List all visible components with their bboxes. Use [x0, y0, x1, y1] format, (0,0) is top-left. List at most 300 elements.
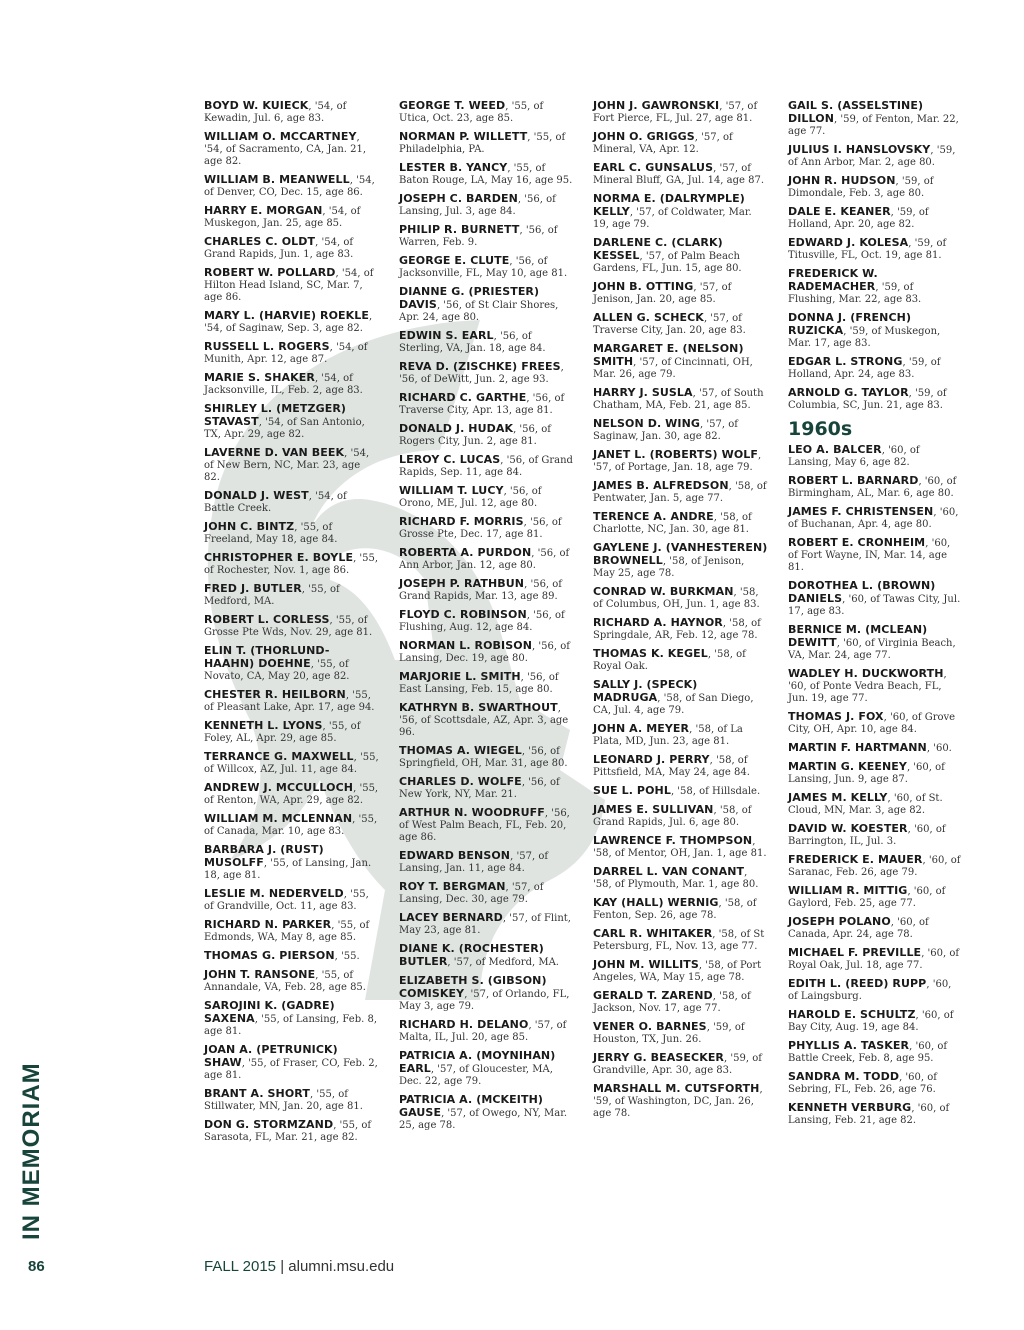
obituary-name: FREDERICK W. RADEMACHER: [788, 267, 878, 293]
obituary-name: JANET L. (ROBERTS) WOLF: [593, 448, 758, 461]
obituary-details: , '60, of Tawas City, Jul. 17, age 83.: [788, 594, 961, 617]
obituary-name: ALLEN G. SCHECK: [593, 311, 704, 324]
obituary-entry: [399, 807, 574, 844]
obituary-name: LESLIE M. NEDERVELD: [204, 887, 344, 900]
obituary-details: , '60, of Ponte Vedra Beach, FL, Jun. 19, age 77.: [788, 669, 947, 704]
obituary-name: VENER O. BARNES: [593, 1020, 707, 1033]
obituary-entry: [788, 387, 963, 412]
obituary-details: , '57, of Lansing, Jan. 11, age 84.: [399, 851, 549, 874]
obituary-name: KAY (HALL) WERNIG: [593, 896, 719, 909]
obituary-details: , '57, of South Chatham, MA, Feb. 21, age 85.: [593, 388, 764, 411]
obituary-details: , '57, of Palm Beach Gardens, FL, Jun. 15, age 80.: [593, 251, 742, 274]
obituary-details: , '54, of Jacksonville, IL, Feb. 2, age 83.: [204, 373, 363, 396]
obituary-details: , '58, of Springdale, AR, Feb. 12, age 78.: [593, 618, 761, 641]
obituary-entry: [399, 547, 574, 572]
obituary-entry: [204, 174, 379, 199]
obituary-name: SALLY J. (SPECK) MADRUGA: [593, 678, 698, 704]
obituary-name: GEORGE E. CLUTE: [399, 254, 510, 267]
obituary-name: JOSEPH POLANO: [788, 915, 891, 928]
obituary-details: , '58, of Jenison, May 25, age 78.: [593, 556, 745, 579]
obituary-name: JOSEPH C. BARDEN: [399, 192, 518, 205]
obituary-entry: [204, 205, 379, 230]
obituary-entry: [593, 343, 768, 381]
obituary-entry: [204, 844, 379, 882]
obituary-entry: [399, 702, 574, 739]
obituary-name: RUSSELL L. ROGERS: [204, 340, 330, 353]
obituary-entry: [788, 978, 963, 1003]
obituary-details: , '54, of Muskegon, Jan. 25, age 85.: [204, 206, 361, 229]
obituary-details: , '60, of Lansing, May 6, age 82.: [788, 445, 920, 468]
obituary-entry: [788, 947, 963, 972]
obituary-entry: [788, 237, 963, 262]
obituary-entry: [788, 206, 963, 231]
obituary-details: , '55, of Novato, CA, May 20, age 82.: [204, 659, 350, 682]
obituary-details: , '58, of Royal Oak.: [593, 649, 746, 672]
footer-separator: |: [280, 1258, 285, 1275]
obituary-name: PHYLLIS A. TASKER: [788, 1039, 910, 1052]
obituary-details: , '56, of Grosse Pte, Dec. 17, age 81.: [399, 517, 562, 540]
obituary-details: , '55, of Renton, WA, Apr. 29, age 82.: [204, 783, 379, 806]
obituary-details: , '57, of Medford, MA.: [447, 957, 559, 968]
obituary-name: RICHARD C. GARTHE: [399, 391, 527, 404]
obituary-entry: [399, 640, 574, 665]
obituary-name: JERRY G. BEASECKER: [593, 1051, 725, 1064]
obituary-name: NORMAN P. WILLETT: [399, 130, 528, 143]
obituary-name: MARTIN F. HARTMANN: [788, 741, 927, 754]
obituary-details: , '56, of Flushing, Aug. 12, age 84.: [399, 610, 565, 633]
obituary-details: , '59, of Fenton, Mar. 22, age 77.: [788, 114, 959, 137]
obituary-name: PATRICIA A. (MCKEITH) GAUSE: [399, 1093, 544, 1119]
obituary-column-4: [788, 100, 963, 1133]
obituary-entry: [593, 897, 768, 922]
obituary-details: , '59, of Muskegon, Mar. 17, age 83.: [788, 326, 941, 349]
obituary-details: , '59, of Holland, Apr. 24, age 83.: [788, 357, 941, 380]
obituary-entry: [593, 281, 768, 306]
obituary-details: , '58, of Port Angeles, WA, May 15, age 78.: [593, 960, 762, 983]
obituary-name: JAMES B. ALFREDSON: [593, 479, 729, 492]
obituary-entry: [788, 1009, 963, 1034]
obituary-details: , '58, of Grand Rapids, Jul. 6, age 80.: [593, 805, 752, 828]
obituary-entry: [204, 131, 379, 168]
obituary-name: WILLIAM B. MEANWELL: [204, 173, 350, 186]
obituary-entry: [788, 312, 963, 350]
obituary-entry: [788, 761, 963, 786]
obituary-details: , '56, of Warren, Feb. 9.: [399, 225, 558, 248]
obituary-entry: [399, 516, 574, 541]
obituary-entry: [593, 679, 768, 717]
obituary-details: , '60, of Canada, Apr. 24, age 78.: [788, 917, 929, 940]
obituary-details: , '55, of Grosse Pte Wds, Nov. 29, age 81.: [204, 615, 373, 638]
obituary-details: , '57, of Portage, Jan. 18, age 79.: [593, 450, 762, 473]
obituary-entry: [399, 850, 574, 875]
obituary-name: DONALD J. WEST: [204, 489, 309, 502]
obituary-details: , '58, of Pittsfield, MA, May 24, age 84.: [593, 755, 750, 778]
obituary-name: NORMAN L. ROBISON: [399, 639, 533, 652]
obituary-details: , '60, of Buchanan, Apr. 4, age 80.: [788, 507, 959, 530]
obituary-name: DAVID W. KOESTER: [788, 822, 908, 835]
obituary-entry: [399, 224, 574, 249]
obituary-details: , '58, of Columbus, OH, Jun. 1, age 83.: [593, 587, 760, 610]
obituary-name: MARGARET E. (NELSON) SMITH: [593, 342, 744, 368]
obituary-name: GAIL S. (ASSELSTINE) DILLON: [788, 99, 924, 125]
obituary-name: JULIUS I. HANSLOVSKY: [788, 143, 931, 156]
obituary-name: LESTER B. YANCY: [399, 161, 508, 174]
obituary-details: , '58, of San Diego, CA, Jul. 4, age 79.: [593, 693, 754, 716]
obituary-details: , '58, of Jackson, Nov. 17, age 77.: [593, 991, 751, 1014]
obituary-entry: [788, 1040, 963, 1065]
obituary-details: , '56, of East Lansing, Feb. 15, age 80.: [399, 672, 559, 695]
obituary-details: , '55, of Fraser, CO, Feb. 2, age 81.: [204, 1058, 378, 1081]
obituary-entry: [204, 950, 379, 963]
obituary-name: EDWIN S. EARL: [399, 329, 494, 342]
obituary-name: DIANNE G. (PRIESTER) DAVIS: [399, 285, 540, 311]
obituary-entry: [399, 671, 574, 696]
obituary-entry: [399, 131, 574, 156]
obituary-name: CHARLES C. OLDT: [204, 235, 316, 248]
obituary-details: , '56, of West Palm Beach, FL, Feb. 20, age 86.: [399, 808, 570, 843]
obituary-entry: [399, 1050, 574, 1088]
obituary-details: , '55, of Utica, Oct. 23, age 85.: [399, 101, 544, 124]
obituary-entry: [204, 267, 379, 304]
obituary-name: WILLIAM M. MCLENNAN: [204, 812, 353, 825]
obituary-details: , '60, of Fort Wayne, IN, Mar. 14, age 81.: [788, 538, 951, 573]
obituary-entry: [593, 959, 768, 984]
obituary-entry: [204, 310, 379, 335]
obituary-name: FRED J. BUTLER: [204, 582, 302, 595]
obituary-details: , '57, of Lansing, Dec. 30, age 79.: [399, 882, 544, 905]
obituary-details: , '57, of Coldwater, Mar. 19, age 79.: [593, 207, 752, 230]
obituary-entry: [593, 928, 768, 953]
obituary-details: , '59, of Grandville, Apr. 30, age 83.: [593, 1053, 762, 1076]
obituary-details: , '60, of Bay City, Aug. 19, age 84.: [788, 1010, 954, 1033]
obituary-details: , '54, of New Bern, NC, Mar. 23, age 82.: [204, 448, 370, 483]
obituary-details: , '60, of Grove City, OH, Apr. 10, age 84.: [788, 712, 956, 735]
obituary-details: , '55, of Freeland, May 18, age 84.: [204, 522, 338, 545]
obituary-name: ANDREW J. MCCULLOCH: [204, 781, 354, 794]
obituary-details: , '57, of Gloucester, MA, Dec. 22, age 79.: [399, 1064, 553, 1087]
obituary-details: , '57, of Saginaw, Jan. 30, age 82.: [593, 419, 738, 442]
obituary-entry: [204, 521, 379, 546]
obituary-name: BERNICE M. (MCLEAN) DEWITT: [788, 623, 928, 649]
obituary-entry: [399, 943, 574, 969]
obituary-name: BRANT A. SHORT: [204, 1087, 310, 1100]
obituary-details: , '55, of Baton Rouge, LA, May 16, age 95.: [399, 163, 573, 186]
obituary-name: MARSHALL M. CUTSFORTH: [593, 1082, 760, 1095]
obituary-entry: [204, 552, 379, 577]
obituary-entry: [593, 1021, 768, 1046]
obituary-details: , '58, of Plymouth, Mar. 1, age 80.: [593, 867, 759, 890]
obituary-details: , '55, of Lansing, Feb. 8, age 81.: [204, 1014, 378, 1037]
decade-heading: 1960s: [788, 418, 853, 440]
obituary-name: GEORGE T. WEED: [399, 99, 506, 112]
obituary-name: SAROJINI K. (GADRE) SAXENA: [204, 999, 335, 1025]
obituary-details: , '57, of Jenison, Jan. 20, age 85.: [593, 282, 732, 305]
obituary-details: , '54, of Grand Rapids, Jun. 1, age 83.: [204, 237, 354, 260]
obituary-entry: [788, 711, 963, 736]
obituary-details: , '54, of San Antonio, TX, Apr. 29, age 82.: [204, 417, 365, 440]
obituary-name: DIANE K. (ROCHESTER) BUTLER: [399, 942, 544, 968]
obituary-name: ROY T. BERGMAN: [399, 880, 506, 893]
obituary-details: , '56, of Lansing, Dec. 19, age 80.: [399, 641, 570, 664]
obituary-details: , '54, of Munith, Apr. 12, age 87.: [204, 342, 368, 365]
obituary-entry: [593, 1052, 768, 1077]
obituary-name: ROBERT W. POLLARD: [204, 266, 336, 279]
obituary-name: LEONARD J. PERRY: [593, 753, 710, 766]
obituary-entry: [204, 403, 379, 441]
footer-site[interactable]: alumni.msu.edu: [288, 1258, 395, 1275]
obituary-entry: [788, 885, 963, 910]
obituary-name: WILLIAM T. LUCY: [399, 484, 504, 497]
obituary-name: SANDRA M. TODD: [788, 1070, 900, 1083]
obituary-entry: [788, 580, 963, 618]
obituary-name: LACEY BERNARD: [399, 911, 503, 924]
obituary-details: , '58, of St Petersburg, FL, Nov. 13, age 77.: [593, 929, 765, 952]
obituary-details: , '55, of Philadelphia, PA.: [399, 132, 566, 155]
obituary-entry: [593, 312, 768, 337]
obituary-entry: [593, 131, 768, 156]
obituary-details: , '60, of Barrington, IL, Jul. 3.: [788, 824, 946, 847]
obituary-entry: [788, 668, 963, 705]
obituary-name: NELSON D. WING: [593, 417, 701, 430]
obituary-name: TERRANCE G. MAXWELL: [204, 750, 354, 763]
obituary-entry: [399, 578, 574, 603]
obituary-entry: [788, 268, 963, 306]
obituary-entry: [399, 745, 574, 770]
obituary-entry: [593, 542, 768, 580]
obituary-name: GERALD T. ZAREND: [593, 989, 713, 1002]
obituary-entry: [204, 782, 379, 807]
obituary-name: LAVERNE D. VAN BEEK: [204, 446, 345, 459]
obituary-details: , '54, of Sacramento, CA, Jan. 21, age 82.: [204, 132, 367, 167]
obituary-details: , '59, of Titusville, FL, Oct. 19, age 81.: [788, 238, 947, 261]
obituary-entry: [204, 1044, 379, 1082]
obituary-name: MARY L. (HARVIE) ROEKLE: [204, 309, 370, 322]
obituary-name: JOHN A. MEYER: [593, 722, 690, 735]
obituary-details: , '58, of Charlotte, NC, Jan. 30, age 81.: [593, 512, 752, 535]
obituary-name: JOHN B. OTTING: [593, 280, 694, 293]
obituary-name: BARBARA J. (RUST) MUSOLFF: [204, 843, 324, 869]
obituary-column-2: [399, 100, 574, 1138]
obituary-details: , '56, of New York, NY, Mar. 21.: [399, 777, 560, 800]
obituary-name: WADLEY H. DUCKWORTH: [788, 667, 944, 680]
obituary-entry: [204, 645, 379, 683]
obituary-entry: [399, 361, 574, 386]
obituary-details: , '59, of Columbia, SC, Jun. 21, age 83.: [788, 388, 947, 411]
obituary-details: , '57, of Owego, NY, Mar. 25, age 78.: [399, 1108, 568, 1131]
obituary-entry: [204, 614, 379, 639]
obituary-entry: [399, 162, 574, 187]
obituary-details: , '55, of Rochester, Nov. 1, age 86.: [204, 553, 379, 576]
obituary-name: CHESTER R. HEILBORN: [204, 688, 346, 701]
obituary-entry: [399, 1019, 574, 1044]
obituary-name: DARREL L. VAN CONANT: [593, 865, 745, 878]
obituary-name: MARIE S. SHAKER: [204, 371, 315, 384]
obituary-entry: [788, 100, 963, 138]
obituary-name: DARLENE C. (CLARK) KESSEL: [593, 236, 723, 262]
obituary-details: , '54, of Saginaw, Sep. 3, age 82.: [204, 311, 373, 334]
obituary-details: , '55, of Grandville, Oct. 11, age 83.: [204, 889, 369, 912]
obituary-details: , '57, of Orlando, FL, May 3, age 79.: [399, 989, 570, 1012]
obituary-name: JAMES F. CHRISTENSEN: [788, 505, 934, 518]
obituary-details: , '60, of Virginia Beach, VA, Mar. 24, age 77.: [788, 638, 956, 661]
obituary-name: EARL C. GUNSALUS: [593, 161, 714, 174]
obituary-entry: [399, 454, 574, 479]
obituary-entry: [788, 854, 963, 879]
obituary-entry: [399, 193, 574, 218]
obituary-details: , '58, of La Plata, MD, Jun. 23, age 81.: [593, 724, 743, 747]
obituary-entry: [204, 919, 379, 944]
obituary-details: , '57, of Malta, IL, Jul. 20, age 85.: [399, 1020, 567, 1043]
obituary-name: JOHN C. BINTZ: [204, 520, 295, 533]
obituary-entry: [204, 583, 379, 608]
page-number: 86: [28, 1258, 45, 1275]
obituary-details: , '55, of Foley, AL, Apr. 29, age 85.: [204, 721, 361, 744]
obituary-name: RICHARD N. PARKER: [204, 918, 332, 931]
obituary-entry: [788, 356, 963, 381]
obituary-details: , '60, of Royal Oak, Jul. 18, age 77.: [788, 948, 960, 971]
obituary-details: , '56, of Scottsdale, AZ, Apr. 3, age 96.: [399, 703, 569, 738]
obituary-entry: [399, 392, 574, 417]
obituary-details: , '55, of Pleasant Lake, Apr. 17, age 94.: [204, 690, 375, 713]
obituary-name: NORMA E. (DALRYMPLE) KELLY: [593, 192, 745, 218]
obituary-details: , '56, of Lansing, Jul. 3, age 84.: [399, 194, 556, 217]
obituary-name: THOMAS G. PIERSON: [204, 949, 335, 962]
obituary-name: JOAN A. (PETRUNICK) SHAW: [204, 1043, 338, 1069]
obituary-name: CARL R. WHITAKER: [593, 927, 713, 940]
obituary-entry: [399, 975, 574, 1013]
obituary-name: EDWARD BENSON: [399, 849, 511, 862]
obituary-name: FLOYD C. ROBINSON: [399, 608, 527, 621]
obituary-details: , '60, of Gaylord, Feb. 25, age 77.: [788, 886, 946, 909]
obituary-name: JOHN T. RANSONE: [204, 968, 316, 981]
obituary-column-1: [204, 100, 379, 1150]
obituary-name: JOHN J. GAWRONSKI: [593, 99, 720, 112]
section-title: IN MEMORIAM: [18, 1062, 45, 1240]
obituary-name: ROBERTA A. PURDON: [399, 546, 532, 559]
obituary-details: , '58, of Mentor, OH, Jan. 1, age 81.: [593, 836, 767, 859]
obituary-entry: [204, 720, 379, 745]
obituary-details: , '56, of Rogers City, Jun. 2, age 81.: [399, 424, 551, 447]
obituary-details: , '59, of Holland, Apr. 20, age 82.: [788, 207, 929, 230]
obituary-entry: [204, 969, 379, 994]
obituary-entry: [593, 617, 768, 642]
obituary-entry: [593, 835, 768, 860]
obituary-entry: [204, 490, 379, 515]
obituary-details: , '60, of Saranac, Feb. 26, age 79.: [788, 855, 961, 878]
obituary-details: , '55, of Stillwater, MN, Jan. 20, age 81.: [204, 1089, 363, 1112]
obituary-name: RICHARD A. HAYNOR: [593, 616, 723, 629]
obituary-name: RICHARD F. MORRIS: [399, 515, 524, 528]
obituary-details: , '56, of St Clair Shores, Apr. 24, age 80.: [399, 300, 559, 323]
obituary-name: ELIN T. (THORLUND-HAAHN) DOEHNE: [204, 644, 330, 670]
obituary-details: , '55.: [334, 951, 360, 962]
obituary-details: , '55, of Willcox, AZ, Jul. 11, age 84.: [204, 752, 379, 775]
obituary-name: FREDERICK E. MAUER: [788, 853, 923, 866]
obituary-entry: [593, 1083, 768, 1120]
obituary-name: REVA D. (ZISCHKE) FREES: [399, 360, 561, 373]
footer-season: FALL 2015: [204, 1258, 277, 1275]
obituary-name: MICHAEL F. PREVILLE: [788, 946, 922, 959]
obituary-entry: [593, 785, 768, 798]
obituary-details: , '60, of Lansing, Feb. 21, age 82.: [788, 1103, 950, 1126]
obituary-entry: [399, 776, 574, 801]
obituary-details: , '55, of Annandale, VA, Feb. 28, age 85.: [204, 970, 366, 993]
obituary-details: , '56, of Sterling, VA, Jan. 18, age 84.: [399, 331, 546, 354]
obituary-details: , '59, of Dimondale, Feb. 3, age 80.: [788, 176, 934, 199]
obituary-entry: [593, 100, 768, 125]
obituary-entry: [399, 100, 574, 125]
obituary-entry: [593, 449, 768, 474]
obituary-entry: [593, 480, 768, 505]
obituary-entry: [399, 881, 574, 906]
obituary-entry: [204, 813, 379, 838]
obituary-name: ROBERT E. CRONHEIM: [788, 536, 926, 549]
obituary-entry: [204, 236, 379, 261]
obituary-details: , '57, of Flint, May 23, age 81.: [399, 913, 571, 936]
obituary-name: HARRY J. SUSLA: [593, 386, 693, 399]
obituary-details: , '57, of Fort Pierce, FL, Jul. 27, age 81.: [593, 101, 758, 124]
obituary-details: , '55, of Edmonds, WA, May 8, age 85.: [204, 920, 370, 943]
obituary-details: , '54, of Kewadin, Jul. 6, age 83.: [204, 101, 347, 124]
obituary-entry: [399, 1094, 574, 1132]
obituary-name: CHARLES D. WOLFE: [399, 775, 522, 788]
obituary-details: , '56, of Traverse City, Apr. 13, age 81.: [399, 393, 565, 416]
obituary-entry: [788, 916, 963, 941]
obituary-entry: [204, 1000, 379, 1038]
obituary-name: ROBERT L. BARNARD: [788, 474, 919, 487]
obituary-details: , '55, of Medford, MA.: [204, 584, 340, 607]
obituary-entry: [788, 1102, 963, 1127]
obituary-details: , '59, of Washington, DC, Jan. 26, age 78.: [593, 1084, 763, 1119]
obituary-details: , '56, of Orono, ME, Jul. 12, age 80.: [399, 486, 542, 509]
obituary-details: , '60, of Sebring, FL, Feb. 26, age 76.: [788, 1072, 937, 1095]
obituary-name: JAMES M. KELLY: [788, 791, 888, 804]
obituary-details: , '59, of Flushing, Mar. 22, age 83.: [788, 282, 922, 305]
obituary-name: HAROLD E. SCHULTZ: [788, 1008, 916, 1021]
obituary-name: RICHARD H. DELANO: [399, 1018, 529, 1031]
obituary-name: SUE L. POHL: [593, 784, 671, 797]
obituary-details: , '54, of Hilton Head Island, SC, Mar. 7, age 86.: [204, 268, 374, 303]
obituary-entry: [788, 1071, 963, 1096]
obituary-entry: [399, 609, 574, 634]
obituary-name: CHRISTOPHER E. BOYLE: [204, 551, 354, 564]
obituary-name: JAMES E. SULLIVAN: [593, 803, 714, 816]
obituary-name: DALE E. KEANER: [788, 205, 891, 218]
obituary-name: EDWARD J. KOLESA: [788, 236, 909, 249]
obituary-details: , '60, of St. Cloud, MN, Mar. 3, age 82.: [788, 793, 943, 816]
footer: [204, 1258, 394, 1275]
obituary-name: HARRY E. MORGAN: [204, 204, 323, 217]
obituary-name: KENNETH L. LYONS: [204, 719, 323, 732]
obituary-entry: [788, 537, 963, 574]
obituary-details: , '57, of Mineral Bluff, GA, Jul. 14, age 87.: [593, 163, 765, 186]
obituary-details: , '59, of Houston, TX, Jun. 26.: [593, 1022, 745, 1045]
obituary-name: EDGAR L. STRONG: [788, 355, 903, 368]
obituary-name: EDITH L. (REED) RUPP: [788, 977, 927, 990]
obituary-entry: [788, 475, 963, 500]
obituary-name: ARNOLD G. TAYLOR: [788, 386, 909, 399]
obituary-entry: [399, 423, 574, 448]
obituary-entry: [593, 511, 768, 536]
obituary-details: , '55, of Canada, Mar. 10, age 83.: [204, 814, 378, 837]
obituary-details: , '57, of Traverse City, Jan. 20, age 83.: [593, 313, 746, 336]
obituary-column-3: [593, 100, 768, 1126]
obituary-details: , '56, of Ann Arbor, Jan. 12, age 80.: [399, 548, 570, 571]
obituary-details: , '60, of Birmingham, AL, Mar. 6, age 80.: [788, 476, 957, 499]
obituary-details: , '56, of Jacksonville, FL, May 10, age 81.: [399, 256, 568, 279]
obituary-name: PATRICIA A. (MOYNIHAN) EARL: [399, 1049, 556, 1075]
obituary-name: KATHRYN B. SWARTHOUT: [399, 701, 558, 714]
